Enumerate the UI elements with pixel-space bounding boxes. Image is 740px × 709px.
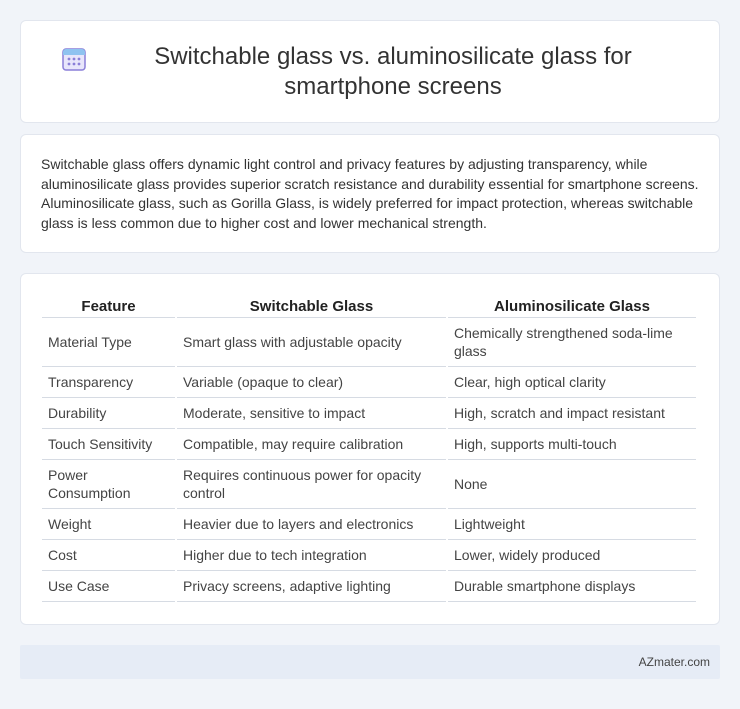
feature-cell: Weight <box>42 509 175 540</box>
intro-paragraph: Switchable glass offers dynamic light control and privacy features by adjusting transparency, while aluminosilicate glass provides superior scratch resistance and durability essential for smartphone screens. Aluminosilicate glass, such as Gorilla Glass, is widely preferred for impact protection, whereas switchable glass is less common due to higher cost and lower mechanical strength. <box>41 156 699 231</box>
feature-cell: Transparency <box>42 367 175 398</box>
feature-cell: Cost <box>42 540 175 571</box>
header-feature: Feature <box>42 294 175 318</box>
title-wrap <box>61 42 679 102</box>
feature-cell: Material Type <box>42 318 175 367</box>
feature-cell: Durability <box>42 398 175 429</box>
aluminosilicate-cell: Lower, widely produced <box>448 540 696 571</box>
switchable-cell: Heavier due to layers and electronics <box>177 509 446 540</box>
table-row <box>42 509 696 540</box>
aluminosilicate-cell: Durable smartphone displays <box>448 571 696 602</box>
switchable-cell: Higher due to tech integration <box>177 540 446 571</box>
footer-brand[interactable]: AZmater.com <box>638 655 710 669</box>
header-switchable-glass: Switchable Glass <box>177 294 446 318</box>
table-header-row <box>42 294 696 318</box>
footer-bar <box>20 645 720 679</box>
table-row <box>42 540 696 571</box>
feature-cell: Touch Sensitivity <box>42 429 175 460</box>
switchable-cell: Smart glass with adjustable opacity <box>177 318 446 367</box>
table-row <box>42 398 696 429</box>
title-card <box>20 20 720 123</box>
intro-card <box>20 134 720 253</box>
comparison-table-card <box>20 273 720 625</box>
switchable-cell: Variable (opaque to clear) <box>177 367 446 398</box>
switchable-cell: Requires continuous power for opacity control <box>177 460 446 509</box>
aluminosilicate-cell: Chemically strengthened soda-lime glass <box>448 318 696 367</box>
switchable-cell: Moderate, sensitive to impact <box>177 398 446 429</box>
switchable-cell: Privacy screens, adaptive lighting <box>177 571 446 602</box>
aluminosilicate-cell: High, supports multi-touch <box>448 429 696 460</box>
aluminosilicate-cell: Lightweight <box>448 509 696 540</box>
table-row <box>42 367 696 398</box>
table-row <box>42 460 696 509</box>
feature-cell: Power Consumption <box>42 460 175 509</box>
header-aluminosilicate-glass: Aluminosilicate Glass <box>448 294 696 318</box>
page-title: Switchable glass vs. aluminosilicate glass for smartphone screens <box>154 42 632 100</box>
aluminosilicate-cell: High, scratch and impact resistant <box>448 398 696 429</box>
feature-cell: Use Case <box>42 571 175 602</box>
aluminosilicate-cell: Clear, high optical clarity <box>448 367 696 398</box>
aluminosilicate-cell: None <box>448 460 696 509</box>
comparison-table <box>40 294 698 602</box>
table-row <box>42 429 696 460</box>
table-row <box>42 318 696 367</box>
calendar-icon <box>61 46 87 72</box>
table-row <box>42 571 696 602</box>
switchable-cell: Compatible, may require calibration <box>177 429 446 460</box>
